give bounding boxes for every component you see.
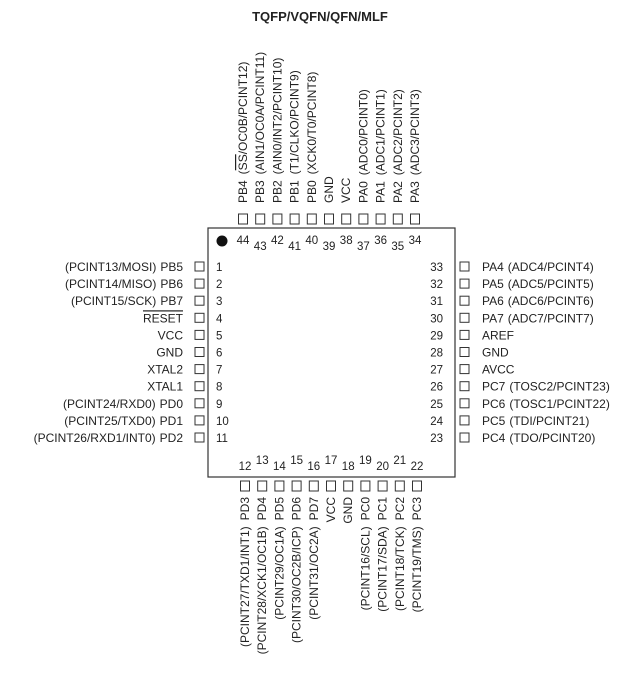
pin-1	[65, 260, 222, 274]
pin-number: 1	[216, 262, 223, 274]
pin-17	[324, 455, 338, 522]
pin-number: 4	[216, 313, 223, 326]
pin-alt-function: (PCINT15/SCK)	[70, 294, 157, 309]
pin-name: XTAL1	[147, 379, 183, 394]
pin-number: 27	[430, 364, 443, 377]
pin-name: PA4	[482, 260, 504, 274]
pin-pad	[290, 214, 299, 224]
pin-alt-function: (ADC1/PCINT1)	[373, 89, 388, 176]
pin-41	[288, 70, 302, 253]
pin-pad	[195, 416, 204, 425]
pin-number: 29	[430, 330, 443, 343]
pin-27	[430, 363, 515, 377]
pin-alt-function: (PCINT18/TCK)	[392, 526, 407, 612]
pin-name: GND	[156, 345, 183, 360]
pin-pad	[195, 296, 204, 305]
pin-name: PD6	[289, 497, 304, 521]
pin-pad	[413, 481, 422, 491]
pin-36	[374, 89, 388, 247]
pin-10	[64, 414, 229, 428]
pin-20	[376, 461, 390, 612]
pin1-marker-dot	[217, 236, 228, 247]
pin-number: 36	[374, 235, 387, 247]
pin-name: PD7	[306, 497, 321, 521]
pin-number: 16	[307, 461, 321, 473]
pin-21	[393, 455, 407, 611]
pin-name: PC6	[482, 396, 506, 411]
pin-name: GND	[322, 176, 336, 203]
pin-number: 23	[430, 433, 443, 445]
pin-alt-function: (ADC2/PCINT2)	[390, 89, 405, 176]
pin-number: 12	[238, 461, 252, 473]
pin-alt-function: (XCK0/T0/PCINT8)	[304, 71, 319, 175]
pin-name: PC3	[410, 497, 424, 521]
pin-pad	[460, 416, 469, 425]
pin-40	[305, 72, 319, 247]
pin-number: 24	[430, 415, 443, 428]
pin-pad	[239, 214, 248, 224]
pin-number: 2	[216, 279, 223, 292]
pin-number: 38	[339, 235, 353, 247]
pin-pad	[309, 481, 318, 491]
pin-number: 6	[216, 347, 223, 360]
pin-number: 28	[430, 347, 443, 360]
pin-alt-function: (T1/CLKO/PCINT9)	[287, 70, 302, 175]
pin-12	[238, 461, 252, 647]
pin-alt-function: (ADC0/PCINT0)	[356, 89, 371, 176]
pin-name: PD3	[238, 497, 252, 521]
pin-pad	[195, 365, 204, 374]
pin-3	[71, 294, 222, 308]
pin-name: VCC	[339, 177, 354, 203]
pin-pad	[378, 481, 387, 491]
pin-name: PD0	[159, 396, 183, 411]
pin-name: PB5	[160, 260, 183, 274]
pin-name: AREF	[482, 328, 515, 343]
pin-number: 43	[253, 241, 267, 253]
pin-name: PC0	[358, 497, 373, 521]
pin-number: 11	[216, 433, 228, 445]
pin-number: 44	[236, 235, 250, 247]
pin-number: 7	[216, 364, 223, 377]
pin-pad	[460, 365, 469, 374]
pin-name: PB6	[160, 277, 183, 292]
pin-name: XTAL2	[147, 362, 183, 377]
pin-pad	[325, 214, 334, 224]
pin-name: PC5	[482, 413, 506, 428]
pin-14	[272, 461, 286, 620]
pin-name: RESET	[142, 311, 183, 326]
pin-number: 8	[216, 381, 223, 394]
pin-pad	[195, 382, 204, 391]
pin-number: 30	[430, 313, 443, 326]
pin-pad	[460, 348, 469, 357]
pin-pad	[411, 214, 420, 224]
pin-name: PB0	[304, 180, 319, 203]
pin-pad	[460, 296, 469, 305]
pin-name: PA0	[356, 181, 371, 203]
pin-number: 26	[430, 381, 443, 394]
pin-pad	[273, 214, 282, 224]
pin-alt-function: (PCINT13/MOSI)	[64, 260, 157, 274]
pin-name: PC7	[482, 379, 506, 394]
pin-alt-function: (PCINT17/SDA)	[375, 526, 390, 612]
pin-9	[63, 397, 222, 411]
pin-number: 14	[273, 461, 286, 473]
pin-pad	[195, 262, 204, 271]
pin-44	[236, 62, 250, 247]
pin-alt-function: (TOSC2/PCINT23)	[509, 379, 610, 394]
pin-25	[430, 397, 610, 411]
pin-name: VCC	[324, 497, 338, 523]
pin-pad	[256, 214, 265, 224]
pin-26	[430, 380, 610, 394]
pin-pad	[292, 481, 301, 491]
pin-22	[410, 461, 424, 612]
pin-15	[290, 455, 304, 643]
pin-alt-function: (PCINT19/TMS)	[410, 526, 424, 613]
pin-pad	[359, 214, 368, 224]
pin-alt-function: (PCINT25/TXD0)	[64, 413, 156, 428]
pin-name: PA5	[482, 277, 504, 292]
pin-number: 19	[359, 455, 372, 467]
pin-pad	[275, 481, 284, 491]
pin-pad	[460, 330, 469, 339]
pin-number: 31	[430, 296, 443, 309]
pin-pad	[361, 481, 370, 491]
pin-name: PC4	[482, 431, 506, 445]
pin-name: PD4	[255, 497, 270, 521]
pin-number: 32	[430, 279, 443, 292]
pin-pad	[395, 481, 404, 491]
pin-39	[322, 176, 336, 253]
pin-name: PB2	[270, 180, 285, 203]
pin-pad	[195, 433, 204, 442]
pin-name: PA6	[482, 294, 504, 309]
pin-pad	[342, 214, 351, 224]
pin-number: 22	[410, 461, 424, 473]
pin-name: PB1	[287, 180, 302, 203]
pin-pad	[195, 313, 204, 322]
pin-2	[65, 277, 222, 291]
pin-number: 10	[216, 415, 229, 428]
pin-pad	[460, 382, 469, 391]
pin-number: 33	[430, 262, 443, 274]
pin-pad	[344, 481, 353, 491]
pin-name: PD1	[159, 413, 183, 428]
pin-alt-function: (ADC7/PCINT7)	[507, 311, 594, 326]
pin-28	[430, 346, 509, 360]
pin-alt-function: (PCINT27/TXD1/INT1)	[238, 526, 252, 648]
pin-name: PA3	[408, 181, 422, 203]
pin-number: 18	[341, 461, 355, 473]
pin-number: 37	[357, 241, 370, 253]
pin-name: VCC	[157, 328, 183, 343]
pin-13	[255, 455, 269, 654]
pin-38	[339, 177, 353, 247]
pin-number: 39	[322, 241, 336, 253]
pin-pad	[258, 481, 267, 491]
pin-name: PD2	[159, 431, 183, 445]
pin-number: 13	[255, 455, 269, 467]
pin-alt-function: (PCINT14/MISO)	[64, 277, 157, 292]
pin-pad	[460, 433, 469, 442]
pin-11	[34, 431, 228, 445]
pin-number: 20	[376, 461, 389, 473]
pin-alt-function: (SS/OC0B/PCINT12)	[236, 61, 250, 175]
pin-19	[358, 455, 372, 610]
diagram-title: TQFP/VQFN/QFN/MLF	[252, 9, 388, 24]
pin-number: 3	[216, 296, 223, 309]
pin-alt-function: (PCINT29/OC1A)	[272, 526, 287, 620]
pin-alt-function: (PCINT24/RXD0)	[62, 396, 156, 411]
pin-pad	[460, 262, 469, 271]
pin-name: PC1	[375, 497, 390, 521]
pin-alt-function: (TDO/PCINT20)	[509, 431, 596, 445]
pin-pad	[195, 279, 204, 288]
pin-name: PB7	[160, 294, 183, 309]
pin-34	[408, 89, 422, 247]
pin-pad	[241, 481, 250, 491]
pin-pad	[393, 214, 402, 224]
pin-29	[430, 328, 514, 342]
pin-number: 21	[393, 455, 407, 467]
pin-alt-function: (ADC6/PCINT6)	[507, 294, 594, 309]
pin-name: PB4	[236, 180, 250, 203]
pin-43	[253, 52, 267, 253]
pin-number: 34	[408, 235, 422, 247]
pin-pad	[307, 214, 316, 224]
pin-16	[307, 461, 321, 620]
pin-number: 40	[305, 235, 319, 247]
pin-alt-function: (TDI/PCINT21)	[509, 413, 590, 428]
pin-number: 17	[324, 455, 338, 467]
pin-name: PA1	[373, 181, 388, 203]
pin-alt-function: (PCINT30/OC2B/ICP)	[289, 526, 304, 644]
pin-number: 25	[430, 398, 443, 411]
pin-alt-function: (AIN1/OC0A/PCINT11)	[253, 51, 268, 175]
pin-alt-function: (TOSC1/PCINT22)	[509, 396, 610, 411]
pin-18	[341, 461, 355, 524]
pin-pad	[376, 214, 385, 224]
pin-name: PA7	[482, 311, 504, 326]
pin-alt-function: (ADC5/PCINT5)	[507, 277, 594, 292]
pin-alt-function: (PCINT31/OC2A)	[306, 526, 321, 620]
chip-body	[208, 228, 455, 477]
pin-pad	[460, 399, 469, 408]
pin-alt-function: (PCINT16/SCL)	[358, 526, 373, 611]
pin-number: 35	[391, 241, 405, 253]
pin-name: PC2	[392, 497, 407, 521]
pin-pad	[195, 330, 204, 339]
pin-number: 42	[271, 235, 284, 247]
pin-pad	[327, 481, 336, 491]
pin-name: PB3	[253, 180, 268, 203]
pin-pad	[460, 313, 469, 322]
pin-name: GND	[341, 497, 356, 524]
pin-pad	[195, 399, 204, 408]
pin-number: 5	[216, 330, 223, 343]
pin-name: AVCC	[482, 362, 515, 377]
pin-number: 15	[290, 455, 303, 467]
pin-alt-function: (AIN0/INT2/PCINT10)	[270, 57, 285, 175]
pin-alt-function: (ADC3/PCINT3)	[408, 89, 422, 176]
pin-alt-function: (PCINT26/RXD1/INT0)	[33, 431, 156, 445]
pin-number: 41	[288, 241, 301, 253]
pin-name: PD5	[272, 497, 287, 521]
pin-pad	[460, 279, 469, 288]
pin-pad	[195, 348, 204, 357]
pin-name: GND	[482, 345, 509, 360]
pin-42	[270, 58, 284, 247]
pin-number: 9	[216, 398, 223, 411]
pin-alt-function: (ADC4/PCINT4)	[507, 260, 594, 274]
pin-name: PA2	[390, 181, 405, 203]
pin-alt-function: (PCINT28/XCK1/OC1B)	[255, 526, 270, 655]
